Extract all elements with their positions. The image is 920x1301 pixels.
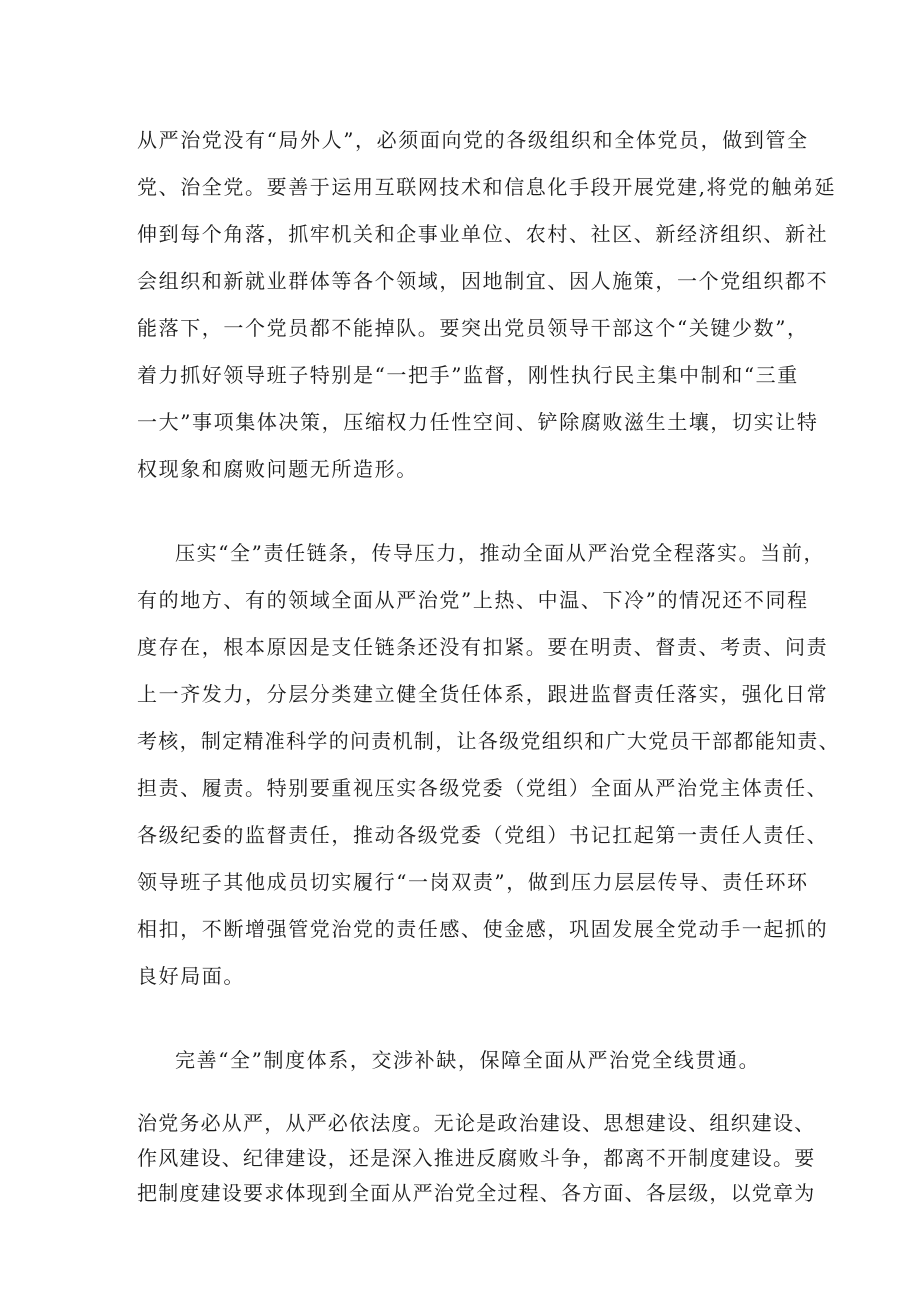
text-line: 相扣，不断增强管党治党的责任感、使金感，巩固发展全党动手一起抓的 xyxy=(137,917,829,941)
text-line: 各级纪委的监督责任，推动各级党委（党组）书记扛起第一责任人责任、 xyxy=(137,823,829,847)
text-line: 着力抓好领导班子特别是“一把手”监督，刚性执行民主集中制和“三重 xyxy=(137,363,799,387)
text-line: 能落下，一个党员都不能掉队。要突出党员领导干部这个“关键少数”， xyxy=(137,316,809,340)
text-line: 压实“全”责任链条，传导压力，推动全面从严治党全程落实。当前， xyxy=(175,541,826,565)
text-line: 从严治党没有“局外人”，必须面向党的各级组织和全体党员，做到管全 xyxy=(137,128,809,152)
text-line: 党、治全党。要善于运用互联网技术和信息化手段开展党建,将党的触弟延 xyxy=(137,175,837,199)
text-line: 有的地方、有的领域全面从严治党”上热、中温、下冷”的情况还不同程 xyxy=(137,588,809,612)
text-line: 考核，制定精准科学的问责机制，让各级党组织和广大党员干部都能知责、 xyxy=(137,729,840,753)
text-line: 担责、履责。特别要重视压实各级党委（党组）全面从严治党主体责任、 xyxy=(137,776,829,800)
text-line: 把制度建设要求体现到全面从严治党全过程、各方面、各层级，以党章为 xyxy=(137,1181,816,1205)
text-line: 会组织和新就业群体等各个领域，因地制宜、因人施策，一个党组织都不 xyxy=(137,269,829,293)
text-line: 良好局面。 xyxy=(137,964,245,988)
text-line: 权现象和腐败问题无所造形。 xyxy=(137,457,418,481)
text-line: 完善“全”制度体系，交涉补缺，保障全面从严治党全线贯通。 xyxy=(175,1048,761,1072)
text-line: 一大”事项集体决策，压缩权力任性空间、铲除腐败滋生土壤，切实让特 xyxy=(137,410,819,434)
text-line: 度存在，根本原因是支任链条还没有扣紧。要在明责、督责、考责、问责 xyxy=(137,635,829,659)
text-line: 作风建设、纪律建设，还是深入推进反腐败斗争，都离不开制度建设。要 xyxy=(137,1146,816,1170)
text-line: 治党务必从严，从严必依法度。无论是政治建设、思想建设、组织建设、 xyxy=(137,1111,816,1135)
text-line: 领导班子其他成员切实履行“一岗双责”，做到压力层层传导、责任环环 xyxy=(137,870,809,894)
text-line: 上一齐发力，分层分类建立健全货任体系，跟进监督责任落实，强化日常 xyxy=(137,682,829,706)
text-line: 伸到每个角落，抓牢机关和企事业单位、农村、社区、新经济组织、新社 xyxy=(137,222,829,246)
